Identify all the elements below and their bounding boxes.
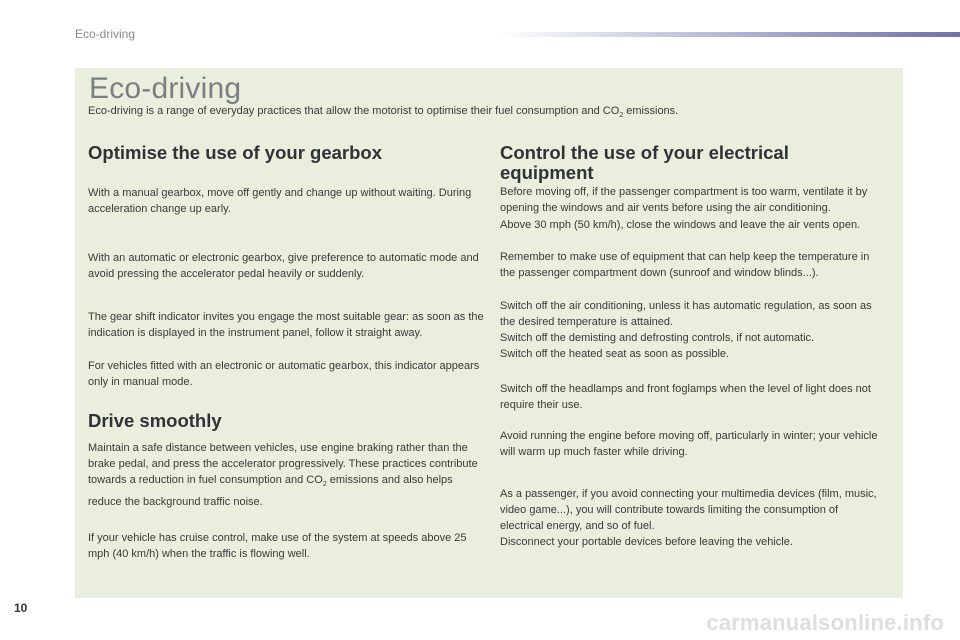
gearbox-paragraph-1: With a manual gearbox, move off gently and change up without waiting. During acceleration change up early. bbox=[88, 187, 472, 216]
heading-electrical: Control the use of your electrical equipment bbox=[500, 142, 789, 183]
drive-paragraph-1-main: Maintain a safe distance between vehicles, use engine braking rather than the brake pedal, and press the accelerator progressively. These practices contribute towards a reduction in fuel consumption and CO bbox=[88, 442, 478, 487]
watermark: carmanualsonline.info bbox=[706, 610, 944, 635]
gearbox-paragraph-2: With an automatic or electronic gearbox, give preference to automatic mode and avoid pressing the accelerator pedal heavily or suddenly. bbox=[88, 252, 479, 281]
intro-text-end: emissions. bbox=[623, 105, 679, 117]
electrical-paragraph-3: Remember to make use of equipment that can help keep the temperature in the passenger compartment down (sunroof and window blinds...). bbox=[500, 251, 870, 280]
drive-paragraph-1-end: emissions and also helps reduce the background traffic noise. bbox=[88, 474, 453, 508]
electrical-paragraph-2: Above 30 mph (50 km/h), close the windows and leave the air vents open. bbox=[500, 219, 861, 231]
drive-paragraph-1 bbox=[88, 440, 488, 510]
intro-subscript: 2 bbox=[619, 112, 624, 120]
heading-drive-smoothly: Drive smoothly bbox=[88, 410, 222, 431]
drive-paragraph-2: If your vehicle has cruise control, make use of the system at speeds above 25 mph (40 km/h) when the traffic is flowing well. bbox=[88, 532, 467, 561]
electrical-paragraph-1: Before moving off, if the passenger compartment is too warm, ventilate it by opening the windows and air vents before using the air conditioning. bbox=[500, 186, 868, 215]
electrical-paragraph-4: Switch off the air conditioning, unless it has automatic regulation, as soon as the desired temperature is attained. bbox=[500, 300, 872, 329]
gearbox-paragraph-4: For vehicles fitted with an electronic or automatic gearbox, this indicator appears only in manual mode. bbox=[88, 360, 480, 389]
drive-subscript: 2 bbox=[322, 481, 327, 489]
running-header: Eco-driving bbox=[75, 27, 136, 41]
electrical-paragraph-8: Avoid running the engine before moving off, particularly in winter; your vehicle will warm up much faster while driving. bbox=[500, 430, 878, 459]
header-accent-bar bbox=[498, 32, 960, 37]
electrical-paragraph-6: Switch off the heated seat as soon as possible. bbox=[500, 348, 730, 360]
page-number: 10 bbox=[14, 601, 28, 615]
gearbox-paragraph-3: The gear shift indicator invites you engage the most suitable gear: as soon as the indication is displayed in the instrument panel, follow it straight away. bbox=[88, 311, 484, 340]
electrical-paragraph-5: Switch off the demisting and defrosting controls, if not automatic. bbox=[500, 332, 815, 344]
electrical-paragraph-7: Switch off the headlamps and front foglamps when the level of light does not require their use. bbox=[500, 383, 871, 412]
intro-text bbox=[88, 105, 678, 119]
intro-text-main: Eco-driving is a range of everyday practices that allow the motorist to optimise their fuel consumption and CO bbox=[88, 105, 620, 117]
heading-gearbox: Optimise the use of your gearbox bbox=[88, 142, 383, 163]
page-title: Eco-driving bbox=[89, 72, 242, 105]
electrical-paragraph-10: Disconnect your portable devices before leaving the vehicle. bbox=[500, 536, 793, 548]
electrical-paragraph-9: As a passenger, if you avoid connecting your multimedia devices (film, music, video game...), you will contribute towards limiting the consumption of electrical energy, and so of fuel. bbox=[500, 488, 877, 533]
